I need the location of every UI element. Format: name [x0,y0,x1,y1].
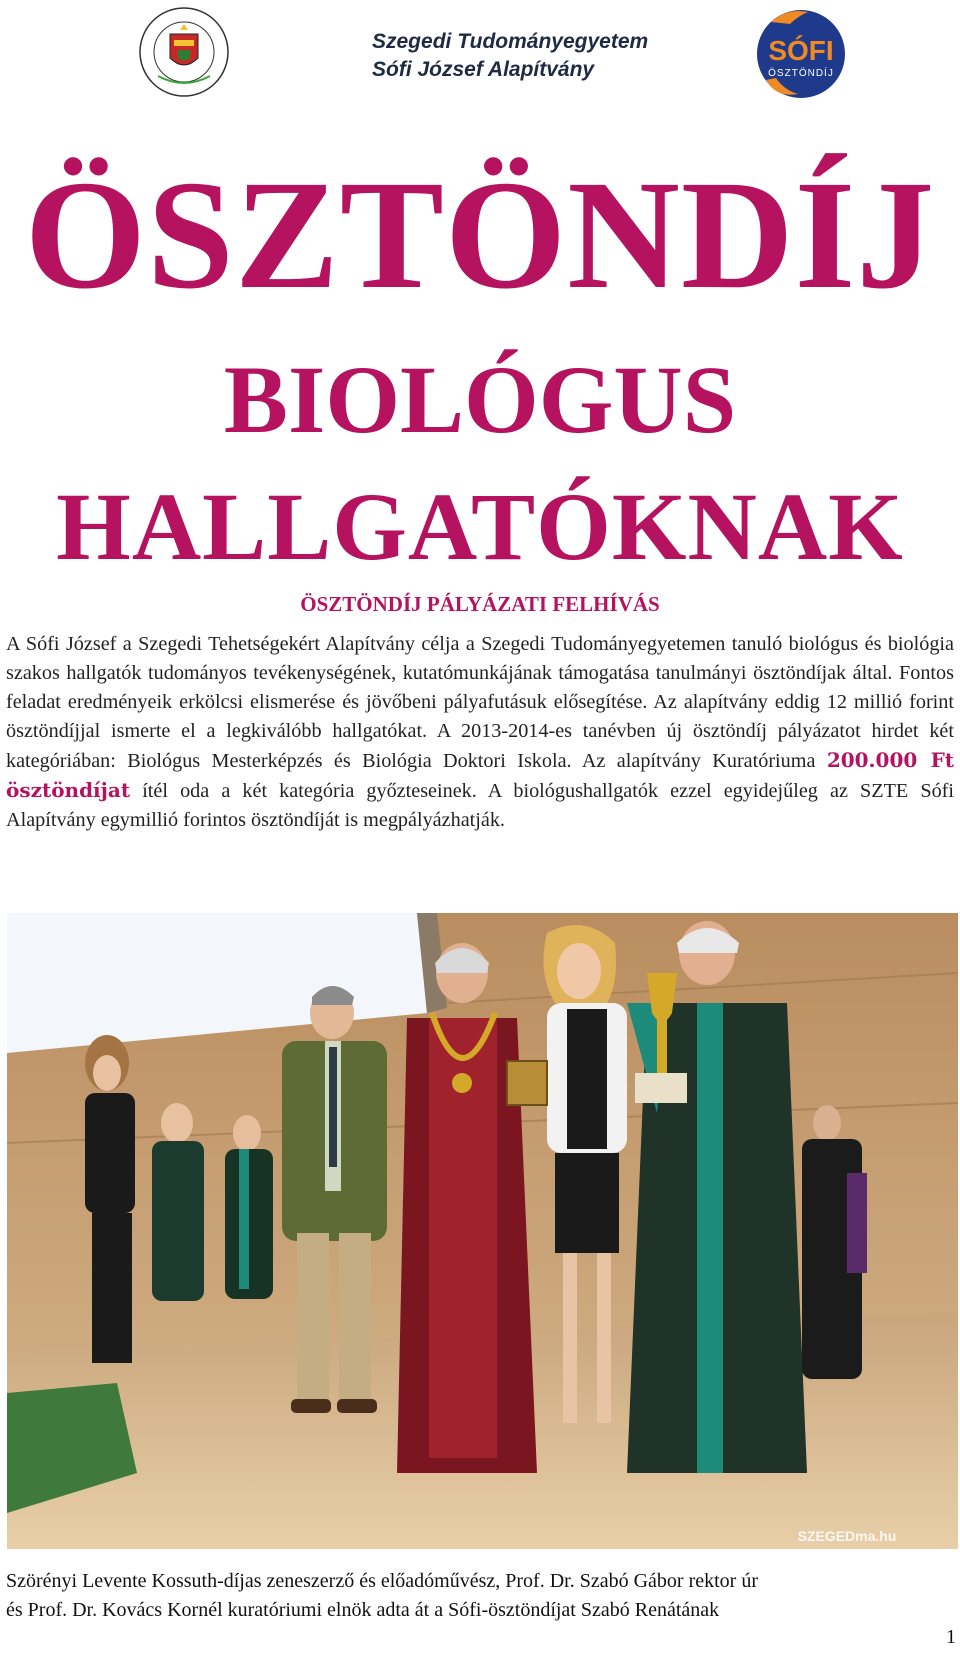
award-ceremony-photo [7,913,958,1549]
subtitle-hallgatoknak: HALLGATÓKNAK [56,473,904,580]
sofi-logo-mark [746,2,856,106]
body-text-part2: ítél oda a két kategória győzteseinek. A biológushallgatók ezzel egyidejűleg az SZTE Sófi Alapítvány egymillió forintos ösztöndíját is megpályázhatják. [6,780,954,831]
scholarship-amount-highlight: 200.000 Ft ösztöndíjat [6,748,955,802]
page-number: 1 [946,1626,956,1648]
ceremony-illustration [7,913,958,1549]
svg-text:SÓFI: SÓFI [768,35,834,66]
org-university: Szegedi Tudományegyetem [372,30,649,53]
university-seal [138,6,230,98]
org-foundation: Sófi József Alapítvány [372,58,595,81]
sofi-scholarship-logo [746,2,856,106]
photo-watermark: SZEGEDma.hu [797,1528,897,1544]
call-body-paragraph [6,630,954,835]
svg-text:ÖSZTÖNDÍJ: ÖSZTÖNDÍJ [768,68,834,79]
caption-line-2: és Prof. Dr. Kovács Kornél kuratóriumi elnök adta át a Sófi-ösztöndíjat Szabó Renátának [6,1599,720,1621]
seal-emblem [138,6,230,98]
subtitle-biologus: BIOLÓGUS [223,346,737,453]
header [0,0,960,110]
photo-caption [6,1567,954,1625]
organization-names [372,28,702,84]
body-text-part1: A Sófi József a Szegedi Tehetségekért Alapítvány célja a Szegedi Tudományegyetemen tanuló biológus és biológia szakos hallgatók tudományos tevékenységének, kutatómunkájának támogatása tanulmányi ösztöndíjak által. Fontos feladat eredményeik erkölcsi elismerése és jövőbeni pályafutásuk elősegítése. Az alapítvány eddig 12 millió forint ösztöndíjjal ismerte el a legkiválóbb hallgatókat. A 2013-2014-es tanévben új ösztöndíj pályázatot hirdet két kategóriában: Biológus Mesterképzés és Biológia Doktori Iskola. Az alapítvány Kuratóriuma [6,633,954,772]
caption-line-1: Szörényi Levente Kossuth-díjas zeneszerző és előadóművész, Prof. Dr. Szabó Gábor rektor úr [6,1570,758,1592]
main-title: ÖSZTÖNDÍJ [24,148,936,321]
call-heading: ÖSZTÖNDÍJ PÁLYÁZATI FELHÍVÁS [300,592,660,616]
